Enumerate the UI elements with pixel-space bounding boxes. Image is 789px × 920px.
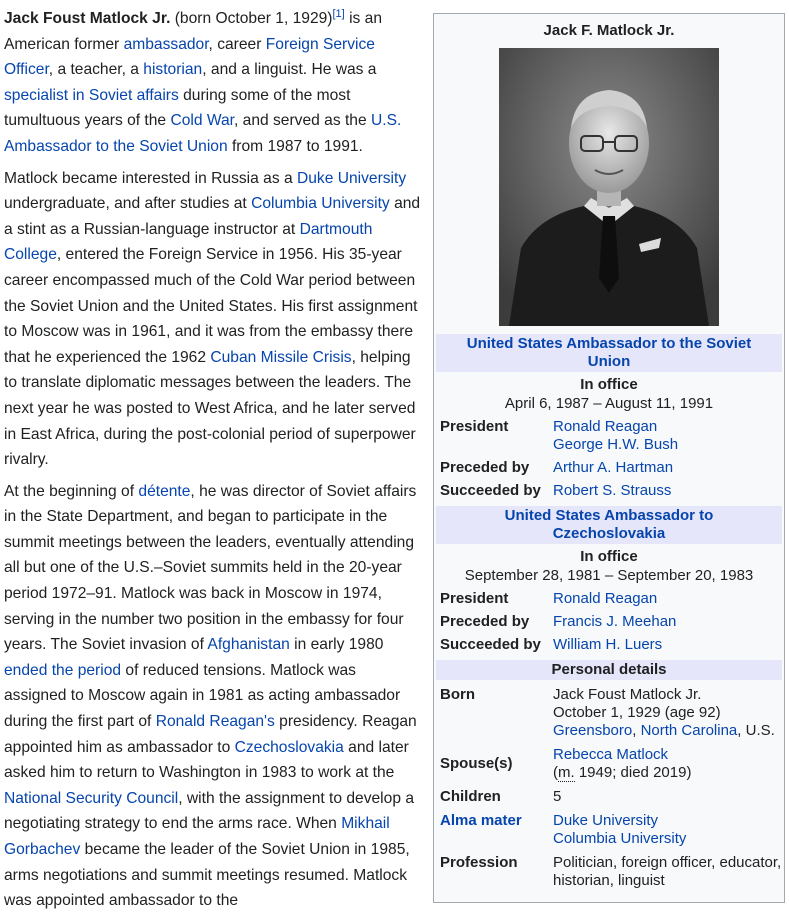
office1-in-office-label: In office: [580, 376, 638, 393]
link-cuban-missile-crisis[interactable]: Cuban Missile Crisis: [210, 348, 352, 366]
link-alma-mater[interactable]: Alma mater: [440, 812, 522, 829]
link-dartmouth-college[interactable]: Dartmouth College: [4, 220, 373, 264]
link-columbia-university[interactable]: Columbia University: [251, 195, 390, 213]
office2-in-office-label: In office: [580, 548, 638, 565]
born-row: [440, 686, 784, 740]
link-ronald-reagan-infobox-2[interactable]: Ronald Reagan: [553, 590, 658, 607]
alma-mater-row: [440, 812, 784, 848]
link-william-luers[interactable]: William H. Luers: [553, 636, 663, 653]
link-detente[interactable]: détente: [138, 482, 191, 500]
portrait-photo[interactable]: [499, 48, 719, 326]
link-columbia-university-infobox[interactable]: Columbia University: [553, 830, 687, 847]
succeeded-label: Succeeded by: [440, 636, 541, 653]
text: At the beginning of: [4, 482, 139, 500]
paragraph-2: [4, 166, 422, 473]
spouse-value: [553, 746, 784, 782]
personal-details-header: Personal details: [436, 660, 782, 680]
link-historian[interactable]: historian: [143, 61, 203, 79]
link-ronald-reagan[interactable]: Ronald Reagan's: [155, 713, 275, 731]
profession-value: Politician, foreign officer, educator, historian, linguist: [553, 854, 782, 889]
link-foreign-service-officer[interactable]: Foreign Service Officer: [4, 35, 375, 79]
alma-mater-value: [553, 812, 784, 848]
subject-name: Jack Foust Matlock Jr.: [4, 10, 171, 27]
text: (born October 1, 1929): [170, 10, 333, 27]
text: , career: [208, 35, 266, 53]
born-separator: ,: [632, 722, 641, 739]
link-national-security-council[interactable]: National Security Council: [4, 789, 179, 807]
children-label: Children: [440, 788, 501, 805]
married-abbr: m.: [558, 764, 575, 781]
text: during some of the most tumultuous years of the: [4, 86, 351, 130]
text: from 1987 to 1991.: [227, 137, 363, 155]
text: , with the assignment to develop a negotiating strategy to end the arms race. When: [4, 789, 414, 833]
text: of reduced tensions. Matlock was assigned to Moscow again in 1981 as acting ambassador during the first part of: [4, 661, 401, 731]
office1-succeeded-row: [440, 482, 784, 500]
text: is an American former: [4, 10, 383, 53]
link-ambassador[interactable]: ambassador: [123, 35, 209, 53]
text: , helping to translate diplomatic messages between the leaders. The next year he was posted to West Africa, and he later served in East Africa, during the post-colonial period of superpower rivalry.: [4, 348, 416, 469]
infobox-title: Jack F. Matlock Jr.: [543, 22, 675, 39]
text: , and served as the: [234, 112, 371, 130]
spouse-detail: 1949; died 2019): [574, 764, 692, 781]
born-name: Jack Foust Matlock Jr.: [553, 686, 702, 703]
spouse-row: [440, 746, 784, 782]
office1-preceded-row: [440, 459, 784, 477]
profession-label: Profession: [440, 854, 518, 871]
office2-header: [436, 506, 782, 544]
profession-row: [440, 854, 784, 890]
preceded-label: Preceded by: [440, 613, 530, 630]
link-ambassador-soviet-union[interactable]: United States Ambassador to the Soviet Union: [466, 335, 752, 370]
office1-header: [436, 334, 782, 372]
link-george-hw-bush[interactable]: George H.W. Bush: [553, 436, 679, 453]
text: Matlock became interested in Russia as a: [4, 169, 297, 187]
text: undergraduate, and after studies at: [4, 195, 252, 213]
born-value: [553, 686, 784, 740]
link-ambassador-czechoslovakia[interactable]: United States Ambassador to Czechoslovakia: [504, 507, 714, 542]
spouse-label: Spouse(s): [440, 755, 513, 772]
link-cold-war[interactable]: Cold War: [170, 112, 234, 130]
link-duke-university-infobox[interactable]: Duke University: [553, 812, 659, 829]
link-arthur-hartman[interactable]: Arthur A. Hartman: [553, 459, 674, 476]
text: in early 1980: [289, 636, 384, 654]
office1-president-row: [440, 418, 784, 454]
born-country: , U.S.: [737, 722, 775, 739]
link-czechoslovakia[interactable]: Czechoslovakia: [234, 738, 344, 756]
text: , he was director of Soviet affairs in the State Department, and began to participate in the summit meetings between the leaders, eventually attending all but one of the U.S.–Soviet summits held in the 20-year period 1972–91. Matlock was back in Moscow in 1974, serving in the number two position in the embassy for four years. The Soviet invasion of: [4, 482, 417, 654]
office2-dates: September 28, 1981 – September 20, 1983: [464, 567, 754, 584]
office2-president-row: [440, 590, 784, 608]
children-value: 5: [553, 788, 562, 805]
link-robert-strauss[interactable]: Robert S. Strauss: [553, 482, 672, 499]
link-ronald-reagan-infobox[interactable]: Ronald Reagan: [553, 418, 658, 435]
infobox: [433, 13, 785, 903]
office1-dates: April 6, 1987 – August 11, 1991: [504, 395, 714, 412]
born-date: October 1, 1929 (age 92): [553, 704, 721, 721]
text: , and a linguist. He was a: [202, 61, 377, 79]
reference-link[interactable]: [1]: [332, 7, 345, 20]
spouse-open-paren: (: [553, 764, 558, 781]
children-row: [440, 788, 784, 806]
link-north-carolina[interactable]: North Carolina: [640, 722, 738, 739]
paragraph-3: [4, 479, 422, 914]
link-rebecca-matlock[interactable]: Rebecca Matlock: [553, 746, 669, 763]
text: and later asked him to return to Washington in 1983 to work at the: [4, 738, 409, 782]
text: presidency. Reagan appointed him as ambassador to: [4, 713, 417, 756]
link-us-ambassador[interactable]: U.S. Ambassador to the Soviet Union: [4, 112, 402, 155]
president-label: President: [440, 590, 509, 607]
link-duke-university[interactable]: Duke University: [296, 169, 407, 187]
office2-succeeded-row: [440, 636, 784, 654]
link-soviet-specialist[interactable]: specialist in Soviet affairs: [4, 86, 179, 104]
president-label: President: [440, 418, 509, 435]
preceded-label: Preceded by: [440, 459, 530, 476]
link-greensboro[interactable]: Greensboro: [553, 722, 633, 739]
link-ended-the-period[interactable]: ended the period: [4, 661, 122, 679]
text: and a stint as a Russian-language instructor at: [4, 195, 421, 238]
text: became the leader of the Soviet Union in 1985, arms negotiations and summit meetings resumed. Matlock was appointed ambassador to the: [4, 841, 410, 910]
born-label: Born: [440, 686, 475, 703]
link-francis-meehan[interactable]: Francis J. Meehan: [553, 613, 677, 630]
paragraph-1: [4, 6, 422, 160]
succeeded-label: Succeeded by: [440, 482, 541, 499]
text: , a teacher, a: [48, 61, 144, 79]
text: , entered the Foreign Service in 1956. His 35-year career encompassed much of the Cold War period between the Soviet Union and the United States. His first assignment to Moscow was in 1961, and it was from the embassy there that he experienced the 1962: [4, 246, 418, 366]
office2-preceded-row: [440, 613, 784, 631]
link-mikhail-gorbachev[interactable]: Mikhail Gorbachev: [4, 815, 390, 858]
link-afghanistan[interactable]: Afghanistan: [207, 636, 290, 654]
article-body: [4, 6, 422, 920]
president-value: [553, 418, 784, 454]
alma-mater-label[interactable]: [440, 812, 553, 848]
